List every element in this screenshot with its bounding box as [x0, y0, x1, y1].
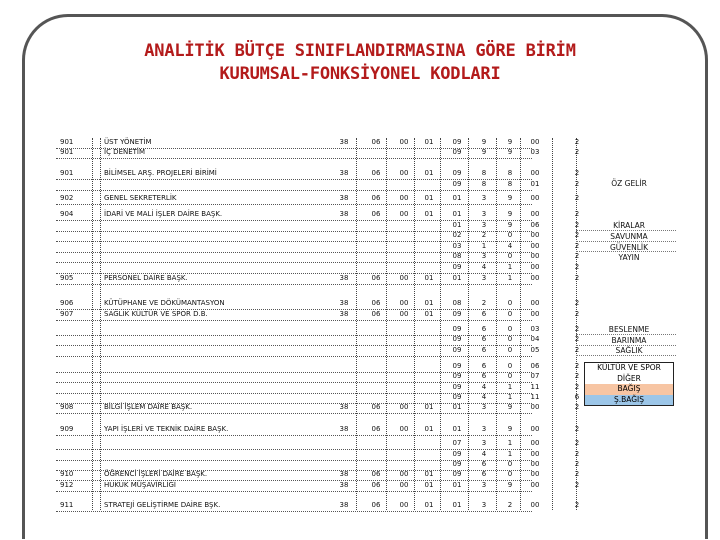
functional-code-4: 00: [530, 481, 540, 489]
functional-code-2: 3: [481, 252, 487, 260]
table-row: [56, 450, 696, 459]
table-row: [56, 169, 696, 178]
institutional-code-1: 38: [339, 310, 349, 318]
note-rule: [576, 345, 676, 346]
functional-code-2: 6: [481, 470, 487, 478]
unit-name: BİLİMSEL ARŞ. PROJELERİ BİRİMİ: [104, 169, 217, 177]
functional-code-2: 6: [481, 325, 487, 333]
functional-code-3: 8: [507, 180, 513, 188]
note-barinma: BARINMA: [611, 335, 647, 345]
institutional-code-2: 06: [371, 299, 381, 307]
institutional-code-3: 00: [399, 169, 409, 177]
unit-name: İDARİ VE MALİ İŞLER DAİRE BAŞK.: [104, 210, 223, 218]
functional-code-1: 09: [452, 148, 462, 156]
unit-name: İÇ DENETİM: [104, 148, 146, 156]
functional-code-5: 2: [574, 460, 580, 468]
table-row: [56, 210, 696, 219]
institutional-code-2: 06: [371, 194, 381, 202]
unit-name: PERSONEL DAİRE BAŞK.: [104, 274, 188, 282]
institutional-code-3: 00: [399, 481, 409, 489]
functional-code-3: 0: [507, 460, 513, 468]
functional-code-3: 0: [507, 346, 513, 354]
table-row: [56, 148, 696, 157]
functional-code-2: 3: [481, 439, 487, 447]
unit-code: 907: [60, 310, 74, 318]
institutional-code-1: 38: [339, 425, 349, 433]
unit-name: SAĞLIK KÜLTÜR VE SPOR D.B.: [104, 310, 208, 318]
note-oz-gelir: ÖZ GELİR: [611, 179, 647, 188]
institutional-code-3: 00: [399, 299, 409, 307]
functional-code-1: 07: [452, 439, 462, 447]
functional-code-2: 1: [481, 242, 487, 250]
functional-code-2: 4: [481, 450, 487, 458]
functional-code-1: 01: [452, 403, 462, 411]
functional-code-5: 2: [574, 252, 580, 260]
functional-code-5: 2: [574, 383, 580, 391]
note-diger: DİĞER: [617, 373, 641, 383]
functional-code-3: 0: [507, 252, 513, 260]
institutional-code-4: 01: [424, 169, 434, 177]
functional-code-1: 01: [452, 481, 462, 489]
functional-code-5: 2: [574, 310, 580, 318]
functional-code-2: 6: [481, 362, 487, 370]
functional-code-3: 9: [507, 148, 513, 156]
functional-code-4: 01: [530, 180, 540, 188]
functional-code-3: 1: [507, 439, 513, 447]
functional-code-4: 00: [530, 501, 540, 509]
functional-code-4: 03: [530, 325, 540, 333]
functional-code-2: 3: [481, 425, 487, 433]
institutional-code-4: 01: [424, 274, 434, 282]
functional-code-2: 2: [481, 231, 487, 239]
institutional-code-4: 01: [424, 481, 434, 489]
functional-code-2: 3: [481, 274, 487, 282]
functional-code-4: 05: [530, 346, 540, 354]
functional-code-5: 2: [574, 221, 580, 229]
functional-code-4: 07: [530, 372, 540, 380]
functional-code-4: 00: [530, 439, 540, 447]
functional-code-5: 2: [574, 325, 580, 333]
functional-code-4: 00: [530, 194, 540, 202]
functional-code-3: 0: [507, 299, 513, 307]
note-rule: [576, 355, 676, 356]
table-row: [56, 460, 696, 469]
functional-code-2: 3: [481, 210, 487, 218]
functional-code-2: 8: [481, 169, 487, 177]
functional-code-3: 1: [507, 450, 513, 458]
functional-code-4: 00: [530, 460, 540, 468]
unit-code: 901: [60, 148, 74, 156]
institutional-code-4: 01: [424, 194, 434, 202]
functional-code-4: 00: [530, 310, 540, 318]
functional-code-4: 11: [530, 393, 540, 401]
institutional-code-3: 00: [399, 470, 409, 478]
functional-code-1: 09: [452, 383, 462, 391]
functional-code-3: 0: [507, 470, 513, 478]
note-kiralar: KİRALAR: [613, 221, 645, 230]
unit-code: 911: [60, 501, 74, 509]
unit-code: 909: [60, 425, 74, 433]
unit-code: 908: [60, 403, 74, 411]
note-saglik: SAĞLIK: [615, 346, 643, 355]
functional-code-4: 00: [530, 231, 540, 239]
institutional-code-4: 01: [424, 470, 434, 478]
functional-code-5: 2: [574, 481, 580, 489]
functional-code-5: 2: [574, 501, 580, 509]
note-rule: [576, 241, 676, 242]
functional-code-1: 01: [452, 501, 462, 509]
unit-code: 904: [60, 210, 74, 218]
functional-code-2: 3: [481, 403, 487, 411]
functional-code-1: 09: [452, 362, 462, 370]
institutional-code-1: 38: [339, 470, 349, 478]
functional-code-5: 2: [574, 148, 580, 156]
unit-name: STRATEJİ GELİŞTİRME DAİRE BŞK.: [104, 501, 221, 509]
unit-code: 910: [60, 470, 74, 478]
table-row: [56, 274, 696, 283]
row-rule: [56, 284, 532, 285]
functional-code-5: 2: [574, 439, 580, 447]
functional-code-3: 1: [507, 274, 513, 282]
institutional-code-1: 38: [339, 138, 349, 146]
functional-code-1: 08: [452, 299, 462, 307]
institutional-code-4: 01: [424, 425, 434, 433]
functional-code-5: 2: [574, 299, 580, 307]
table-row: [56, 138, 696, 147]
functional-code-2: 9: [481, 148, 487, 156]
institutional-code-3: 00: [399, 310, 409, 318]
unit-code: 906: [60, 299, 74, 307]
functional-code-5: 2: [574, 346, 580, 354]
functional-code-5: 2: [574, 335, 580, 343]
unit-code: 902: [60, 194, 74, 202]
functional-code-5: 2: [574, 450, 580, 458]
note-rule: [576, 334, 676, 335]
functional-code-1: 01: [452, 274, 462, 282]
institutional-code-3: 00: [399, 274, 409, 282]
institutional-code-4: 01: [424, 299, 434, 307]
functional-code-1: 09: [452, 470, 462, 478]
functional-code-4: 00: [530, 252, 540, 260]
institutional-code-2: 06: [371, 501, 381, 509]
row-rule: [56, 356, 532, 357]
functional-code-4: 11: [530, 383, 540, 391]
page-title: [60, 40, 660, 86]
institutional-code-1: 38: [339, 169, 349, 177]
functional-code-3: 0: [507, 310, 513, 318]
unit-code: 905: [60, 274, 74, 282]
note-yayin: YAYIN: [618, 253, 640, 262]
institutional-code-3: 00: [399, 425, 409, 433]
row-rule: [56, 204, 532, 205]
functional-code-1: 09: [452, 180, 462, 188]
institutional-code-3: 00: [399, 210, 409, 218]
functional-code-5: 2: [574, 263, 580, 271]
functional-code-5: 2: [574, 169, 580, 177]
functional-code-5: 2: [574, 180, 580, 188]
functional-code-2: 2: [481, 299, 487, 307]
functional-code-4: 00: [530, 299, 540, 307]
functional-code-4: 00: [530, 450, 540, 458]
functional-code-2: 4: [481, 263, 487, 271]
institutional-code-3: 00: [399, 194, 409, 202]
functional-code-1: 09: [452, 263, 462, 271]
institutional-code-2: 06: [371, 425, 381, 433]
functional-code-1: 09: [452, 346, 462, 354]
functional-code-3: 9: [507, 210, 513, 218]
functional-code-3: 9: [507, 194, 513, 202]
functional-code-2: 3: [481, 221, 487, 229]
functional-code-3: 9: [507, 425, 513, 433]
functional-code-1: 09: [452, 310, 462, 318]
functional-code-5: 2: [574, 231, 580, 239]
row-rule: [56, 435, 532, 436]
note-bagis: BAĞIŞ: [585, 384, 673, 395]
functional-code-3: 0: [507, 335, 513, 343]
institutional-code-1: 38: [339, 194, 349, 202]
institutional-code-2: 06: [371, 403, 381, 411]
functional-code-2: 3: [481, 481, 487, 489]
functional-code-1: 09: [452, 393, 462, 401]
unit-name: GENEL SEKRETERLİK: [104, 194, 177, 202]
functional-code-5: 2: [574, 194, 580, 202]
functional-code-1: 09: [452, 450, 462, 458]
institutional-code-1: 38: [339, 299, 349, 307]
institutional-code-2: 06: [371, 210, 381, 218]
functional-code-4: 00: [530, 169, 540, 177]
functional-code-3: 0: [507, 362, 513, 370]
unit-name: YAPI İŞLERİ VE TEKNİK DAİRE BAŞK.: [104, 425, 229, 433]
table-row: [56, 481, 696, 490]
functional-code-3: 4: [507, 242, 513, 250]
title-line-1: ANALİTİK BÜTÇE SINIFLANDIRMASINA GÖRE BİRİM: [144, 41, 576, 61]
institutional-code-1: 38: [339, 210, 349, 218]
institutional-code-2: 06: [371, 138, 381, 146]
functional-code-2: 6: [481, 335, 487, 343]
table-row: [56, 194, 696, 203]
functional-code-2: 6: [481, 372, 487, 380]
functional-code-1: 03: [452, 242, 462, 250]
functional-code-5: 2: [574, 403, 580, 411]
unit-name: ÖĞRENCİ İŞLERİ DAİRE BAŞK.: [104, 470, 208, 478]
table-row: [56, 263, 696, 272]
functional-code-2: 8: [481, 180, 487, 188]
institutional-code-3: 00: [399, 138, 409, 146]
functional-code-4: 06: [530, 362, 540, 370]
functional-code-5: 2: [574, 372, 580, 380]
functional-code-1: 01: [452, 194, 462, 202]
unit-name: KÜTÜPHANE VE DÖKÜMANTASYON: [104, 299, 225, 307]
institutional-code-2: 06: [371, 470, 381, 478]
note-rule: [576, 251, 676, 252]
functional-code-4: 00: [530, 138, 540, 146]
row-rule: [56, 320, 532, 321]
row-rule: [56, 190, 532, 191]
functional-code-1: 01: [452, 425, 462, 433]
functional-code-2: 4: [481, 383, 487, 391]
functional-code-1: 02: [452, 231, 462, 239]
unit-name: BİLGİ İŞLEM DAİRE BAŞK.: [104, 403, 193, 411]
institutional-code-2: 06: [371, 274, 381, 282]
functional-code-5: 2: [574, 242, 580, 250]
functional-code-3: 1: [507, 393, 513, 401]
row-rule: [56, 158, 532, 159]
note-savunma: SAVUNMA: [610, 232, 648, 241]
unit-code: 912: [60, 481, 74, 489]
functional-code-4: 00: [530, 242, 540, 250]
functional-code-3: 8: [507, 169, 513, 177]
table-row: [56, 425, 696, 434]
unit-code: 901: [60, 169, 74, 177]
functional-code-1: 01: [452, 221, 462, 229]
note-s-bagis: Ş.BAĞIŞ: [585, 395, 673, 406]
table-row: [56, 470, 696, 479]
institutional-code-1: 38: [339, 481, 349, 489]
functional-code-3: 9: [507, 403, 513, 411]
functional-code-2: 6: [481, 346, 487, 354]
institutional-code-4: 01: [424, 403, 434, 411]
functional-code-2: 6: [481, 460, 487, 468]
institutional-code-2: 06: [371, 169, 381, 177]
table-row: [56, 501, 696, 510]
functional-code-4: 06: [530, 221, 540, 229]
functional-code-3: 0: [507, 231, 513, 239]
functional-code-3: 9: [507, 481, 513, 489]
institutional-code-3: 00: [399, 501, 409, 509]
note-guvenlik: GÜVENLİK: [609, 242, 649, 252]
note-kultur-spor: KÜLTÜR VE SPOR: [597, 363, 661, 372]
title-line-2: KURUMSAL-FONKSİYONEL KODLARI: [219, 64, 501, 84]
row-rule: [56, 511, 532, 512]
institutional-code-1: 38: [339, 403, 349, 411]
functional-code-1: 08: [452, 252, 462, 260]
note-rule: [576, 230, 676, 231]
income-type-box: [584, 362, 674, 406]
functional-code-1: 09: [452, 325, 462, 333]
functional-code-4: 04: [530, 335, 540, 343]
table-row: [56, 299, 696, 308]
institutional-code-4: 01: [424, 310, 434, 318]
institutional-code-4: 01: [424, 210, 434, 218]
functional-code-2: 3: [481, 194, 487, 202]
institutional-code-1: 38: [339, 274, 349, 282]
functional-code-5: 6: [574, 393, 580, 401]
functional-code-3: 0: [507, 325, 513, 333]
functional-code-5: 2: [574, 138, 580, 146]
row-rule: [56, 413, 532, 414]
functional-code-2: 4: [481, 393, 487, 401]
functional-code-4: 00: [530, 274, 540, 282]
functional-code-5: 2: [574, 210, 580, 218]
functional-code-4: 00: [530, 403, 540, 411]
functional-code-3: 1: [507, 383, 513, 391]
institutional-code-1: 38: [339, 501, 349, 509]
institutional-code-4: 01: [424, 501, 434, 509]
functional-code-4: 03: [530, 148, 540, 156]
functional-code-4: 00: [530, 470, 540, 478]
functional-code-1: 09: [452, 372, 462, 380]
functional-code-1: 09: [452, 169, 462, 177]
functional-code-3: 9: [507, 221, 513, 229]
functional-code-2: 9: [481, 138, 487, 146]
functional-code-2: 3: [481, 501, 487, 509]
functional-code-5: 2: [574, 470, 580, 478]
functional-code-3: 9: [507, 138, 513, 146]
functional-code-5: 2: [574, 274, 580, 282]
table-row: [56, 439, 696, 448]
institutional-code-2: 06: [371, 310, 381, 318]
institutional-code-4: 01: [424, 138, 434, 146]
functional-code-1: 01: [452, 210, 462, 218]
functional-code-3: 1: [507, 263, 513, 271]
functional-code-1: 09: [452, 335, 462, 343]
institutional-code-3: 00: [399, 403, 409, 411]
functional-code-5: 2: [574, 362, 580, 370]
functional-code-4: 00: [530, 210, 540, 218]
functional-code-4: 00: [530, 425, 540, 433]
unit-name: HUKUK MÜŞAVİRLİĞİ: [104, 481, 176, 489]
institutional-code-2: 06: [371, 481, 381, 489]
functional-code-3: 2: [507, 501, 513, 509]
functional-code-2: 6: [481, 310, 487, 318]
functional-code-1: 09: [452, 460, 462, 468]
unit-name: ÜST YÖNETİM: [104, 138, 152, 146]
functional-code-4: 00: [530, 263, 540, 271]
table-row: [56, 310, 696, 319]
unit-code: 901: [60, 138, 74, 146]
functional-code-5: 2: [574, 425, 580, 433]
functional-code-3: 0: [507, 372, 513, 380]
row-rule: [56, 491, 532, 492]
note-beslenme: BESLENME: [608, 325, 650, 334]
functional-code-1: 09: [452, 138, 462, 146]
